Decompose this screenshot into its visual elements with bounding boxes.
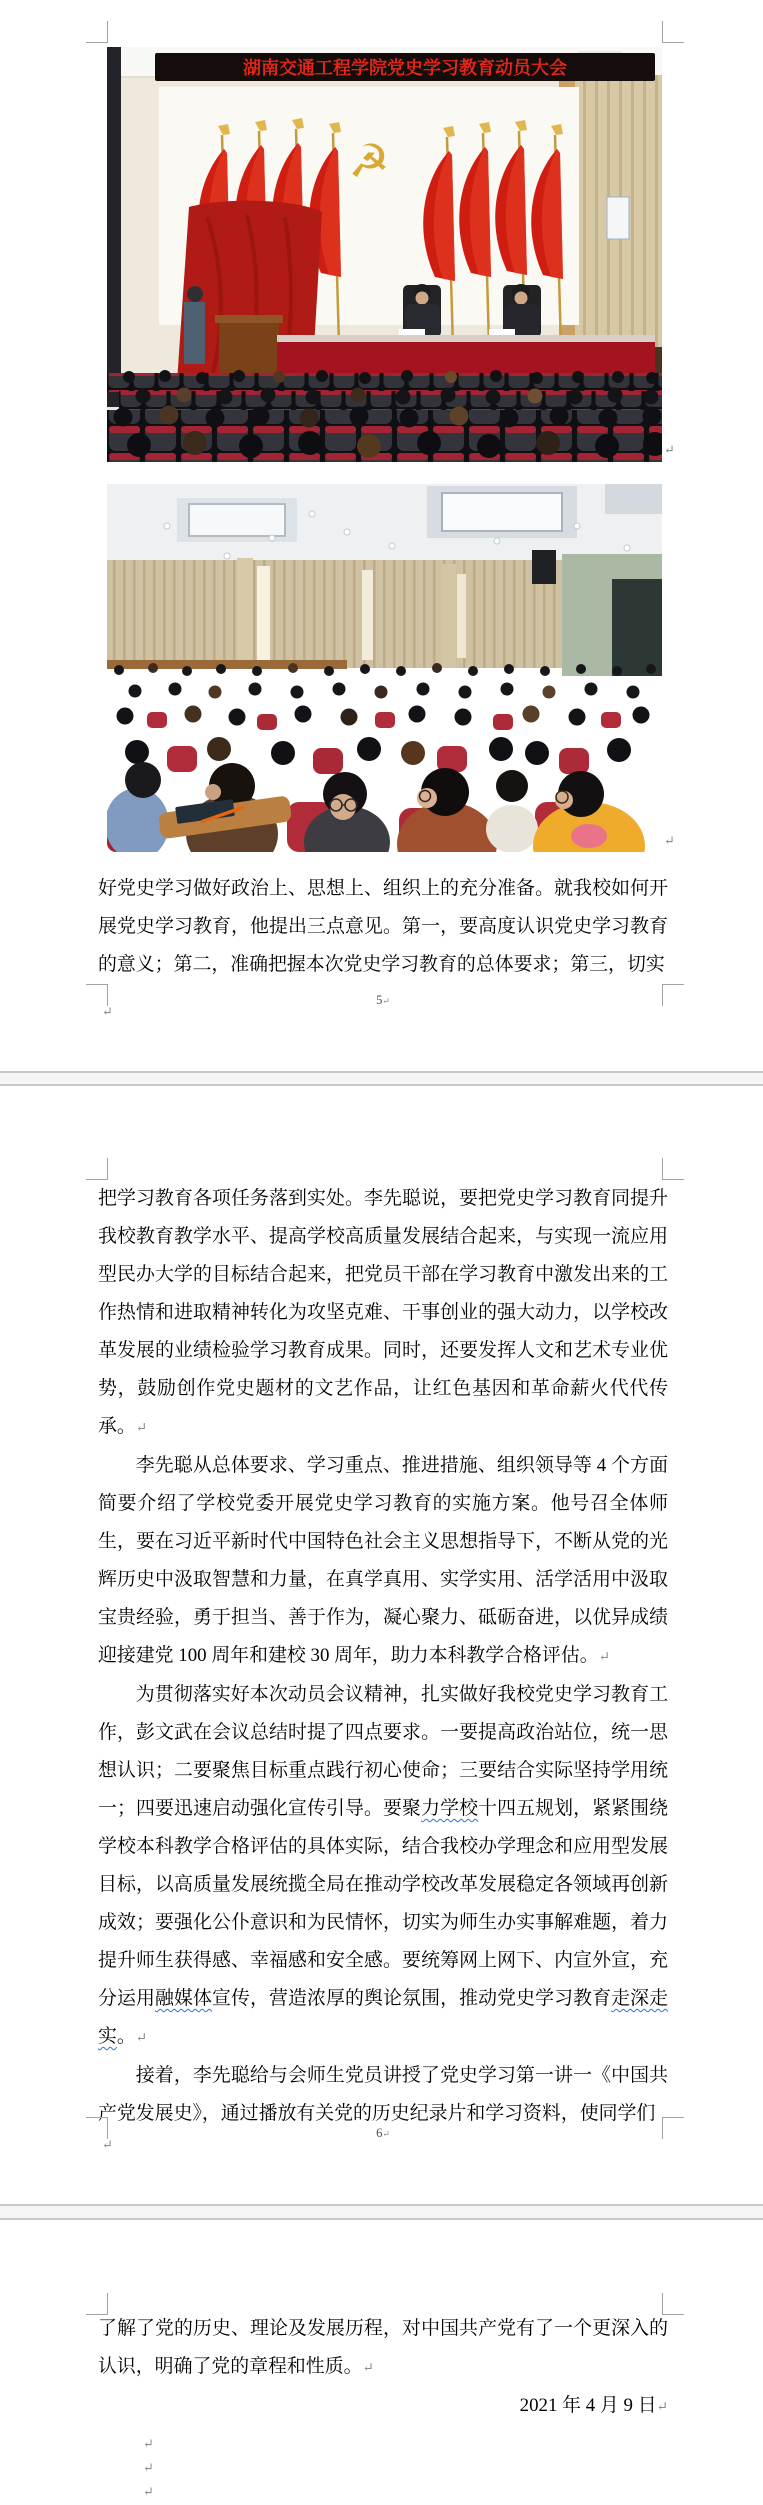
text-boundary-corner bbox=[662, 21, 684, 43]
photo-1-graphic bbox=[107, 47, 662, 462]
photo-2-graphic bbox=[107, 484, 662, 852]
party-emblem-icon: ☭ bbox=[348, 136, 390, 187]
paragraph-mark: ↵ bbox=[135, 1420, 148, 1435]
paragraph-mark: ↵ bbox=[102, 2137, 113, 2152]
paragraph-mark: ↵ bbox=[362, 2360, 374, 2375]
paragraph-fragment[interactable]: 好党史学习做好政治上、思想上、组织上的充分准备。就我校如何开展党史学习教育，他提出三点意见。第一，要高度认识党史学习教育的意义；第二，准确把握本次党史学习教育的总体要求；第三，切实 bbox=[98, 878, 668, 975]
paragraph-3[interactable]: 为贯彻落实好本次动员会议精神，扎实做好我校党史学习教育工作，彭文武在会议总结时提了四点要求。一要提高政治站位，统一思想认识；二要聚焦目标重点践行初心使命；三要结合实际坚持学用统一；四要迅速启动强化宣传引导。要聚力学校十四五规划，紧紧围绕学校本科教学合格评估的具体实际，结合我校办学理念和应用型发展目标，以高质量发展统揽全局在推动学校改革发展稳定各领域再创新成效；要强化公仆意识和为民情怀，切实为师生办实事解难题，着力提升师生获得感、幸福感和安全感。要统筹网上网下、内宣外宣，充分运用融媒体宣传，营造浓厚的舆论氛围，推动党史学习教育走深走实。↵ bbox=[98, 1684, 669, 2047]
paragraph-mark: ↵ bbox=[382, 996, 390, 1006]
paragraph-mark: ↵ bbox=[656, 2399, 668, 2414]
page-footer bbox=[98, 993, 668, 1008]
paragraph-fragment[interactable]: 了解了党的历史、理论及发展历程，对中国共产党有了一个更深入的认识，明确了党的章程和性质。↵ bbox=[98, 2318, 668, 2377]
paragraph-mark: ↵ bbox=[143, 2484, 154, 2499]
paragraph-4[interactable]: 接着，李先聪给与会师生党员讲授了党史学习第一讲一《中国共产党发展史》，通过播放有关党的历史纪录片和学习资料，使同学们 bbox=[98, 2065, 668, 2124]
text-boundary-corner bbox=[86, 1158, 108, 1180]
date-line[interactable] bbox=[98, 2387, 668, 2426]
page-break-gap bbox=[0, 2204, 763, 2220]
paragraph-1[interactable]: 把学习教育各项任务落到实处。李先聪说，要把党史学习教育同提升我校教育教学水平、提高学校高质量发展结合起来，与实现一流应用型民办大学的目标结合起来，把党员干部在学习教育中激发出来的工作热情和进取精神转化为攻坚克难、干事创业的强大动力，以学校改革发展的业绩检验学习教育成果。同时，还要发挥人文和艺术专业优势，鼓励创作党史题材的文艺作品，让红色基因和革命薪火代代传承。↵ bbox=[98, 1188, 668, 1437]
paragraph-mark: ↵ bbox=[102, 1004, 113, 1019]
page5-text-block[interactable] bbox=[98, 870, 668, 984]
paragraph-mark: ↵ bbox=[135, 2030, 148, 2045]
paragraph-mark: ↵ bbox=[664, 442, 675, 457]
photo-conference-hall-rostrum[interactable] bbox=[107, 47, 662, 462]
page6-text-block[interactable] bbox=[98, 1180, 668, 2133]
page7-text-block[interactable] bbox=[98, 2310, 668, 2426]
page-number: 6 bbox=[376, 2126, 383, 2140]
page-break-gap bbox=[0, 1071, 763, 1086]
paragraph-2[interactable]: 李先聪从总体要求、学习重点、推进措施、组织领导等 4 个方面简要介绍了学校党委开展党史学习教育的实施方案。他号召全体师生，要在习近平新时代中国特色社会主义思想指导下，不断从党的光辉历史中汲取智慧和力量，在真学真用、实学实用、活学活用中汲取宝贵经验，勇于担当、善于作为，凝心聚力、砥砺奋进，以优异成绩迎接建党 100 周年和建校 30 周年，助力本科教学合格评估。↵ bbox=[98, 1455, 668, 1666]
empty-paragraph-marks bbox=[143, 2432, 154, 2504]
paragraph-mark: ↵ bbox=[382, 2129, 390, 2139]
paragraph-mark: ↵ bbox=[143, 2460, 154, 2475]
banner-text: 湖南交通工程学院党史学习教育动员大会 bbox=[243, 58, 567, 78]
date-text: 2021 年 4 月 9 日 bbox=[519, 2395, 657, 2416]
paragraph-mark: ↵ bbox=[664, 833, 675, 848]
paragraph-mark: ↵ bbox=[143, 2436, 154, 2451]
page-number: 5 bbox=[376, 993, 383, 1007]
photo-audience-side-view[interactable] bbox=[107, 484, 662, 852]
text-boundary-corner bbox=[86, 21, 108, 43]
text-boundary-corner bbox=[662, 1158, 684, 1180]
page-footer bbox=[98, 2126, 668, 2141]
paragraph-mark: ↵ bbox=[598, 1649, 610, 1664]
